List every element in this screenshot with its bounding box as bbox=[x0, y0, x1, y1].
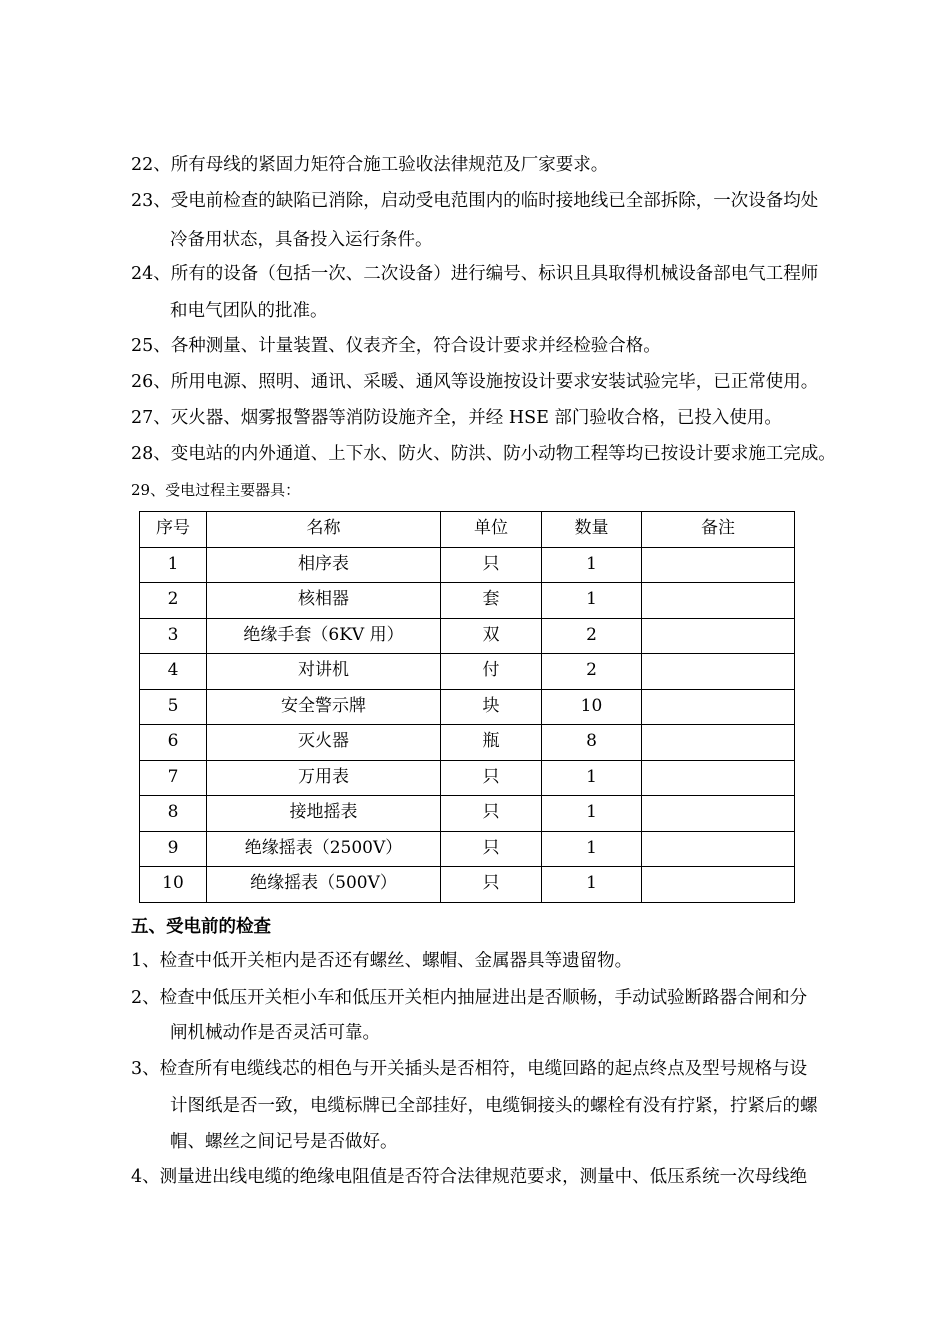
section-heading: 五、受电前的检查 bbox=[131, 917, 271, 937]
cell-remark bbox=[642, 583, 795, 619]
cell-quantity: 1 bbox=[542, 547, 642, 583]
table-row bbox=[140, 547, 795, 583]
cell-remark bbox=[642, 760, 795, 796]
header-remark: 备注 bbox=[642, 512, 795, 548]
cell-name: 绝缘摇表（2500V） bbox=[207, 831, 441, 867]
cell-name: 相序表 bbox=[207, 547, 441, 583]
cell-index: 2 bbox=[140, 583, 207, 619]
cell-name: 灭火器 bbox=[207, 725, 441, 761]
cell-unit: 瓶 bbox=[441, 725, 542, 761]
cell-remark bbox=[642, 831, 795, 867]
table-row bbox=[140, 831, 795, 867]
item-23-line-2: 冷备用状态，具备投入运行条件。 bbox=[170, 230, 433, 250]
cell-name: 安全警示牌 bbox=[207, 689, 441, 725]
cell-name: 核相器 bbox=[207, 583, 441, 619]
table-row bbox=[140, 583, 795, 619]
item-24-line-2: 和电气团队的批准。 bbox=[170, 301, 328, 321]
item-25-line-1: 25、各种测量、计量装置、仪表齐全，符合设计要求并经检验合格。 bbox=[131, 336, 661, 356]
item-28-line-1: 28、变电站的内外通道、上下水、防火、防洪、防小动物工程等均已按设计要求施工完成。 bbox=[131, 444, 836, 464]
cell-index: 7 bbox=[140, 760, 207, 796]
cell-index: 10 bbox=[140, 867, 207, 903]
cell-quantity: 10 bbox=[542, 689, 642, 725]
header-quantity: 数量 bbox=[542, 512, 642, 548]
cell-quantity: 1 bbox=[542, 760, 642, 796]
cell-remark bbox=[642, 867, 795, 903]
table-row bbox=[140, 760, 795, 796]
table-row bbox=[140, 654, 795, 690]
check-item-3-line-2: 计图纸是否一致，电缆标牌已全部挂好，电缆铜接头的螺栓有没有拧紧，拧紧后的螺 bbox=[170, 1096, 818, 1116]
cell-name: 接地摇表 bbox=[207, 796, 441, 832]
cell-remark bbox=[642, 654, 795, 690]
table-row bbox=[140, 867, 795, 903]
table-row bbox=[140, 725, 795, 761]
cell-quantity: 2 bbox=[542, 618, 642, 654]
cell-quantity: 2 bbox=[542, 654, 642, 690]
cell-name: 万用表 bbox=[207, 760, 441, 796]
item-23-line-1: 23、受电前检查的缺陷已消除，启动受电范围内的临时接地线已全部拆除，一次设备均处 bbox=[131, 191, 819, 211]
cell-unit: 只 bbox=[441, 867, 542, 903]
header-name: 名称 bbox=[207, 512, 441, 548]
cell-name: 对讲机 bbox=[207, 654, 441, 690]
item-22-line-1: 22、所有母线的紧固力矩符合施工验收法律规范及厂家要求。 bbox=[131, 155, 609, 175]
cell-remark bbox=[642, 618, 795, 654]
header-index: 序号 bbox=[140, 512, 207, 548]
cell-index: 1 bbox=[140, 547, 207, 583]
table-caption: 29、受电过程主要器具： bbox=[131, 481, 301, 499]
check-item-3-line-3: 帽、螺丝之间记号是否做好。 bbox=[170, 1132, 398, 1152]
check-item-1-line-1: 1、检查中低开关柜内是否还有螺丝、螺帽、金属器具等遗留物。 bbox=[131, 951, 633, 971]
table-row bbox=[140, 618, 795, 654]
cell-unit: 块 bbox=[441, 689, 542, 725]
cell-index: 4 bbox=[140, 654, 207, 690]
table-row bbox=[140, 796, 795, 832]
cell-remark bbox=[642, 796, 795, 832]
cell-index: 8 bbox=[140, 796, 207, 832]
cell-quantity: 1 bbox=[542, 796, 642, 832]
cell-unit: 套 bbox=[441, 583, 542, 619]
check-item-4-line-1: 4、测量进出线电缆的绝缘电阻值是否符合法律规范要求，测量中、低压系统一次母线绝 bbox=[131, 1167, 808, 1187]
cell-quantity: 8 bbox=[542, 725, 642, 761]
cell-unit: 只 bbox=[441, 796, 542, 832]
cell-quantity: 1 bbox=[542, 831, 642, 867]
cell-index: 9 bbox=[140, 831, 207, 867]
item-27-line-1: 27、灭火器、烟雾报警器等消防设施齐全，并经 HSE 部门验收合格，已投入使用。 bbox=[131, 408, 782, 428]
check-item-2-line-2: 闸机械动作是否灵活可靠。 bbox=[170, 1023, 380, 1043]
item-26-line-1: 26、所用电源、照明、通讯、采暖、通风等设施按设计要求安装试验完毕，已正常使用。 bbox=[131, 372, 819, 392]
cell-unit: 双 bbox=[441, 618, 542, 654]
item-24-line-1: 24、所有的设备（包括一次、二次设备）进行编号、标识且具取得机械设备部电气工程师 bbox=[131, 264, 819, 284]
table-header-row bbox=[140, 512, 795, 548]
cell-index: 3 bbox=[140, 618, 207, 654]
header-unit: 单位 bbox=[441, 512, 542, 548]
cell-name: 绝缘摇表（500V） bbox=[207, 867, 441, 903]
cell-remark bbox=[642, 725, 795, 761]
table-row bbox=[140, 689, 795, 725]
cell-name: 绝缘手套（6KV 用） bbox=[207, 618, 441, 654]
cell-index: 6 bbox=[140, 725, 207, 761]
cell-remark bbox=[642, 547, 795, 583]
cell-quantity: 1 bbox=[542, 583, 642, 619]
cell-index: 5 bbox=[140, 689, 207, 725]
cell-remark bbox=[642, 689, 795, 725]
cell-unit: 只 bbox=[441, 760, 542, 796]
cell-unit: 付 bbox=[441, 654, 542, 690]
cell-quantity: 1 bbox=[542, 867, 642, 903]
equipment-table bbox=[139, 511, 795, 903]
check-item-2-line-1: 2、检查中低压开关柜小车和低压开关柜内抽屉进出是否顺畅，手动试验断路器合闸和分 bbox=[131, 988, 808, 1008]
cell-unit: 只 bbox=[441, 547, 542, 583]
cell-unit: 只 bbox=[441, 831, 542, 867]
check-item-3-line-1: 3、检查所有电缆线芯的相色与开关插头是否相符，电缆回路的起点终点及型号规格与设 bbox=[131, 1059, 808, 1079]
